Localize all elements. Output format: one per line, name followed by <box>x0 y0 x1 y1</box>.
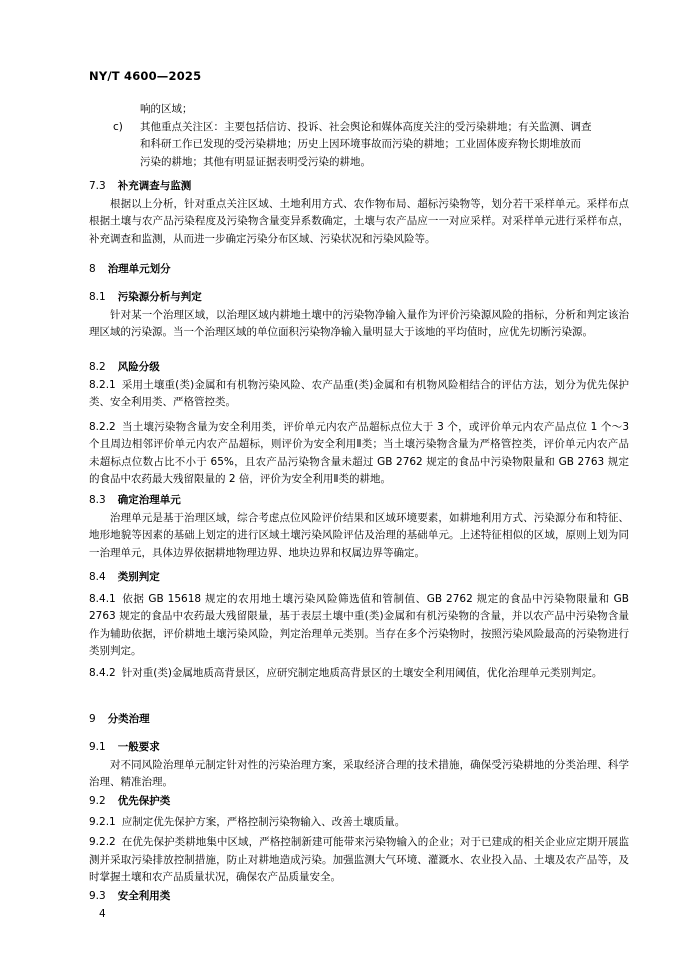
list-item-line: 污染的耕地；其他有明显证据表明受污染的耕地。 <box>140 155 371 168</box>
section-heading <box>89 793 629 811</box>
section-title: 安全利用类 <box>117 890 171 902</box>
list-item-line: 其他重点关注区：主要包括信访、投诉、社会舆论和媒体高度关注的受污染耕地；有关监测、调查 <box>140 120 592 133</box>
section-heading <box>89 178 629 196</box>
section-heading <box>89 569 629 587</box>
section-8-1 <box>89 289 629 342</box>
clause-8-4-2 <box>89 665 629 683</box>
section-number: 8.1 <box>89 291 106 303</box>
clause-8-4-1 <box>89 591 629 661</box>
paragraph: 针对某一个治理区域，以治理区域内耕地土壤中的污染物净输入量作为评价污染源风险的指标，分析和判定该治理区域的污染源。当一个治理区域的单位面积污染物净输入量明显大于该地的平均值时，应优先切断污染源。 <box>89 308 629 338</box>
chapter-heading <box>89 261 629 279</box>
clause-number: 8.2.1 <box>89 378 116 391</box>
chapter-title: 分类治理 <box>107 713 150 725</box>
section-number: 9.2 <box>89 795 106 807</box>
section-8 <box>89 261 629 279</box>
section-heading <box>89 359 629 377</box>
standard-code-header: NY/T 4600—2025 <box>89 69 202 83</box>
clause-text: 采用土壤重(类)金属和有机物污染风险、农产品重(类)金属和有机物风险相结合的评估方法，划分为优先保护类、安全利用类、严格管控类。 <box>89 378 629 408</box>
section-title: 补充调查与监测 <box>117 180 192 192</box>
section-heading <box>89 888 629 906</box>
section-7-3 <box>89 178 629 248</box>
section-title: 风险分级 <box>117 361 160 373</box>
clause-text: 当土壤污染物含量为安全利用类，评价单元内农产品超标点位大于 3 个，或评价单元内农产品点位 1 个～3 个且周边相邻评价单元内农产品超标，则评价为安全利用Ⅱ类；当土壤污染物含量为严格管控类，评价单元内农产品未超标点位数占比不小于 65%，且农产品污染物含量未超过 GB 2762 规定的食品中污染物限量和 GB 2763 规定的食品中农药最大残留限量的 2 倍，评价为安全利用Ⅱ类的耕地。 <box>89 420 629 485</box>
list-item-c <box>89 119 629 172</box>
section-title: 污染源分析与判定 <box>117 291 202 303</box>
section-number: 8.4 <box>89 571 106 583</box>
section-heading <box>89 739 629 757</box>
chapter-title: 治理单元划分 <box>107 263 171 275</box>
section-9 <box>89 711 629 729</box>
list-item-line: 和科研工作已发现的受污染耕地；历史上因环境事故而污染的耕地；工业固体废弃物长期堆放而 <box>140 138 581 150</box>
chapter-number: 8 <box>89 263 96 275</box>
clause-text: 在优先保护类耕地集中区域，严格控制新建可能带来污染物输入的企业；对于已建成的相关企业应定期开展监测并采取污染排放控制措施，防止对耕地造成污染。加强监测大气环境、灌溉水、农业投入品、土壤及农产品等，及时掌握土壤和农产品质量状况，确保农产品质量安全。 <box>89 836 629 883</box>
clause-8-2-2 <box>89 419 629 489</box>
section-number: 7.3 <box>89 180 106 192</box>
clause-number: 8.2.2 <box>89 420 116 433</box>
section-9-2 <box>89 793 629 887</box>
clause-8-2-1 <box>89 377 629 412</box>
clause-number: 8.4.1 <box>89 592 116 605</box>
list-section <box>89 101 629 171</box>
clause-text: 依据 GB 15618 规定的农用地土壤污染风险筛选值和管制值、GB 2762 规定的食品中污染物限量和 GB 2763 规定的食品中农药最大残留限量，基于表层土壤中重(类)金属和有机污染物的含量，并以农产品中污染物含量作为辅助依据，评价耕地土壤污染风险，判定治理单元类别。当存在多个污染物时，按照污染风险最高的污染物进行类别判定。 <box>89 592 629 657</box>
section-heading <box>89 289 629 307</box>
section-title: 一般要求 <box>117 741 160 753</box>
section-8-4 <box>89 569 629 682</box>
clause-text: 针对重(类)金属地质高背景区，应研究制定地质高背景区的土壤安全利用阈值，优化治理单元类别判定。 <box>121 666 603 679</box>
paragraph: 对不同风险治理单元制定针对性的污染治理方案，采取经济合理的技术措施，确保受污染耕地的分类治理、科学治理、精准治理。 <box>89 758 629 788</box>
clause-text: 应制定优先保护方案，严格控制污染物输入、改善土壤质量。 <box>121 815 406 828</box>
section-9-3 <box>89 888 629 906</box>
clause-number: 8.4.2 <box>89 666 116 679</box>
clause-9-2-2 <box>89 834 629 887</box>
section-title: 优先保护类 <box>117 795 171 807</box>
clause-number: 9.2.1 <box>89 815 116 828</box>
chapter-heading <box>89 711 629 729</box>
section-number: 9.3 <box>89 890 106 902</box>
list-marker: c) <box>113 120 123 133</box>
section-8-3 <box>89 492 629 562</box>
section-number: 8.3 <box>89 494 106 506</box>
section-title: 确定治理单元 <box>117 494 181 506</box>
section-number: 9.1 <box>89 741 106 753</box>
section-8-2 <box>89 359 629 489</box>
page-number: 4 <box>99 908 106 920</box>
section-title: 类别判定 <box>117 571 160 583</box>
clause-9-2-1 <box>89 814 629 832</box>
section-heading <box>89 492 629 510</box>
list-continuation: 响的区域； <box>140 103 193 115</box>
paragraph: 治理单元是基于治理区域，综合考虑点位风险评价结果和区域环境要素，如耕地利用方式、污染源分布和特征、地形地貌等因素的基础上划定的进行区域土壤污染风险评估及治理的基础单元。上述特征相似的区域，原则上划为同一治理单元，具体边界依据耕地物理边界、地块边界和权属边界等确定。 <box>89 511 629 559</box>
paragraph: 根据以上分析，针对重点关注区域、土地利用方式、农作物布局、超标污染物等，划分若干采样单元。采样布点根据土壤与农产品污染程度及污染物含量变异系数确定，土壤与农产品应一一对应采样。对采样单元进行采样布点，补充调查和监测，从而进一步确定污染分布区域、污染状况和污染风险等。 <box>89 197 629 245</box>
clause-number: 9.2.2 <box>89 836 116 848</box>
section-9-1 <box>89 739 629 792</box>
chapter-number: 9 <box>89 713 96 725</box>
section-number: 8.2 <box>89 361 106 373</box>
